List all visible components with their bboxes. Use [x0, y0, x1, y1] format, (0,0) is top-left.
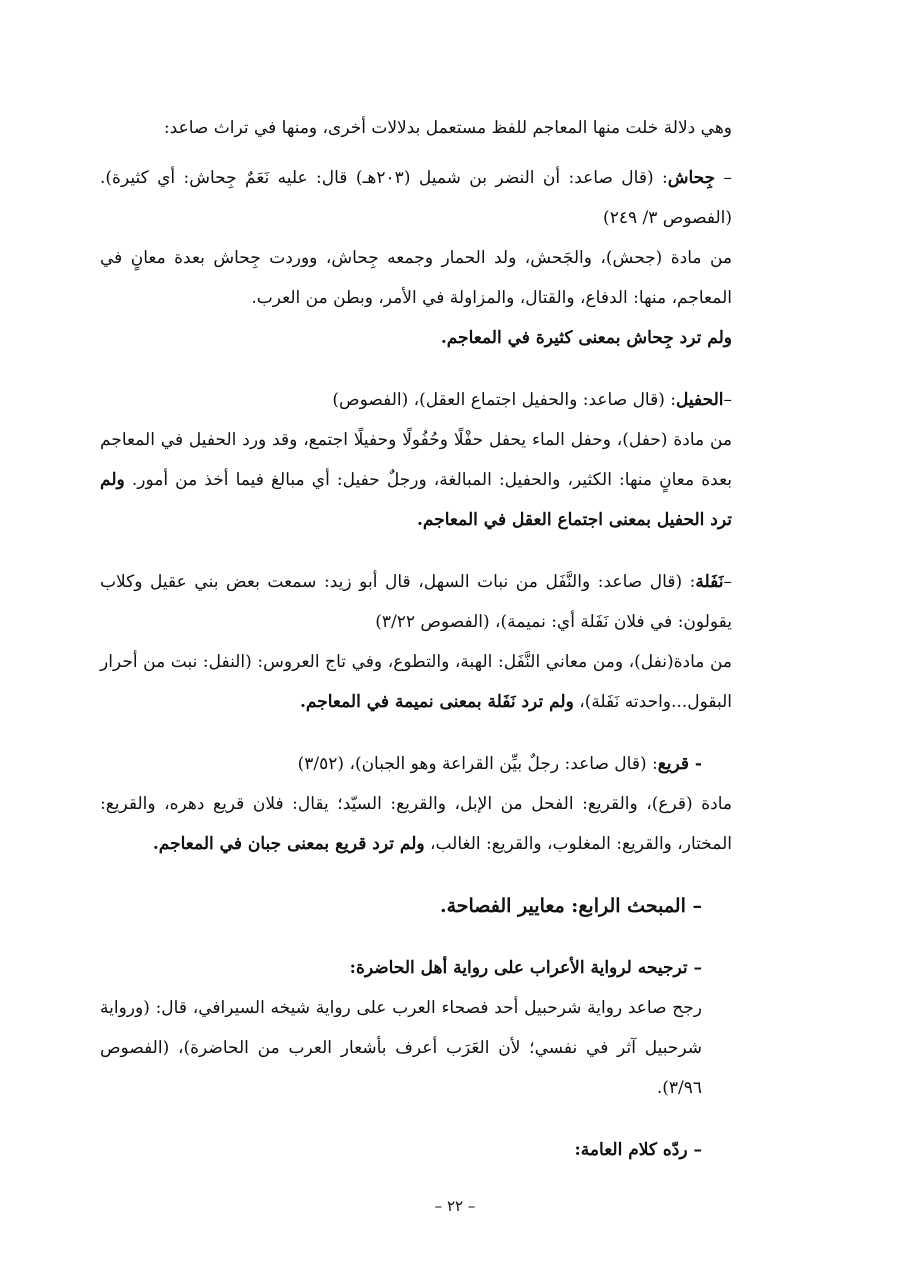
entry-dash: –: [723, 390, 732, 410]
entry-qari-header: [100, 744, 732, 784]
section-heading: – المبحث الرابع: معايير الفصاحة.: [439, 895, 702, 917]
entry-qari: [100, 744, 732, 864]
entry-quote: : (قال صاعد: أن النضر بن شميل (٢٠٣هـ) قال: عليه نَعَمٌ جِحاش: أي كثيرة). (الفصوص ٣/ ٢٤٩): [100, 168, 732, 228]
entry-conclusion: ولم ترد قريع بمعنى جبان في المعاجم.: [152, 834, 425, 854]
entry-nafala-body: [100, 642, 732, 722]
entry-term: الحفيل: [676, 390, 724, 410]
entry-jihash-conclusion: ولم ترد جِحاش بمعنى كثيرة في المعاجم.: [440, 328, 732, 348]
entry-term: قريع: [657, 754, 690, 774]
intro-paragraph: وهي دلالة خلت منها المعاجم للفظ مستعمل بدلالات أخرى، ومنها في تراث صاعد:: [163, 118, 732, 138]
entry-body-text: من مادة (حفل)، وحفل الماء يحفل حفْلًا وحُفُولًا وحفيلًا اجتمع، وقد ورد الحفيل في المعاجم بعدة معانٍ منها: الكثير، والحفيل: المبالغة، ورجلٌ حفيل: أي مبالغ فيما أخذ من أمور.: [100, 430, 732, 490]
entry-dash: –: [715, 168, 733, 188]
subsection-body-bedouin-narration: رجح صاعد رواية شرحبيل أحد فصحاء العرب على رواية شيخه السيرافي، قال: (ورواية شرحبيل آثر في نفسي؛ لأن العَرَب أعرف بأشعار العرب من الحاضرة)، (الفصوص ٣/٩٦).: [100, 998, 702, 1098]
entry-qari-body: [100, 784, 732, 864]
entry-hafil: [100, 380, 732, 540]
entry-jihash: [100, 158, 732, 358]
entry-jihash-body: من مادة (جحش)، والجَحش، ولد الحمار وجمعه جِحاش، ووردت جِحاش بعدة معانٍ في المعاجم، منها: الدفاع، والقتال، والمزاولة في الأمر، وبطن من العرب.: [100, 248, 732, 308]
subsection-heading-bedouin-narration: – ترجيحه لرواية الأعراب على رواية أهل الحاضرة:: [349, 958, 702, 978]
entry-hafil-body: [100, 420, 732, 540]
entry-quote: : (قال صاعد: والحفيل اجتماع العقل)، (الفصوص): [332, 390, 677, 410]
entry-quote: : (قال صاعد: والنَّفَل من نبات السهل، قال أبو زيد: سمعت بعض بني عقيل وكلاب يقولون: في فلان نَفَلة أي: نميمة)، (الفصوص ٣/٢٢): [100, 572, 732, 632]
entry-body-text: من مادة(نفل)، ومن معاني النَّفَل: الهبة، والتطوع، وفي تاج العروس: (النفل: نبت من أحرار البقول...واحدته نَفَلة)،: [100, 652, 732, 712]
entry-dash: –: [723, 572, 732, 592]
entry-nafala: [100, 562, 732, 722]
entry-body-text: مادة (قرع)، والقريع: الفحل من الإبل، والقريع: السيّد؛ يقال: فلان قريع دهره، والقريع: المختار، والقريع: المغلوب، والقريع: الغالب،: [100, 794, 732, 854]
entry-hafil-header: [100, 380, 732, 420]
page-number: – ٢٢ –: [434, 1197, 476, 1215]
entry-conclusion: ولم ترد نَفَلة بمعنى نميمة في المعاجم.: [299, 692, 574, 712]
entry-quote: : (قال صاعد: رجلٌ بيِّن القراعة وهو الجبان)، (٣/٥٢): [297, 754, 658, 774]
entry-nafala-header: [100, 562, 732, 642]
subsection-heading-common-speech: – ردّه كلام العامة:: [574, 1140, 702, 1160]
entry-term: جِحاش: [667, 168, 716, 188]
entry-term: نَفَلة: [695, 572, 724, 592]
page-content: [100, 108, 732, 1170]
entry-dash: -: [689, 754, 702, 774]
entry-jihash-header: [100, 158, 732, 238]
entry-conclusion: ولم ترد الحفيل بمعنى اجتماع العقل في المعاجم.: [100, 470, 732, 530]
